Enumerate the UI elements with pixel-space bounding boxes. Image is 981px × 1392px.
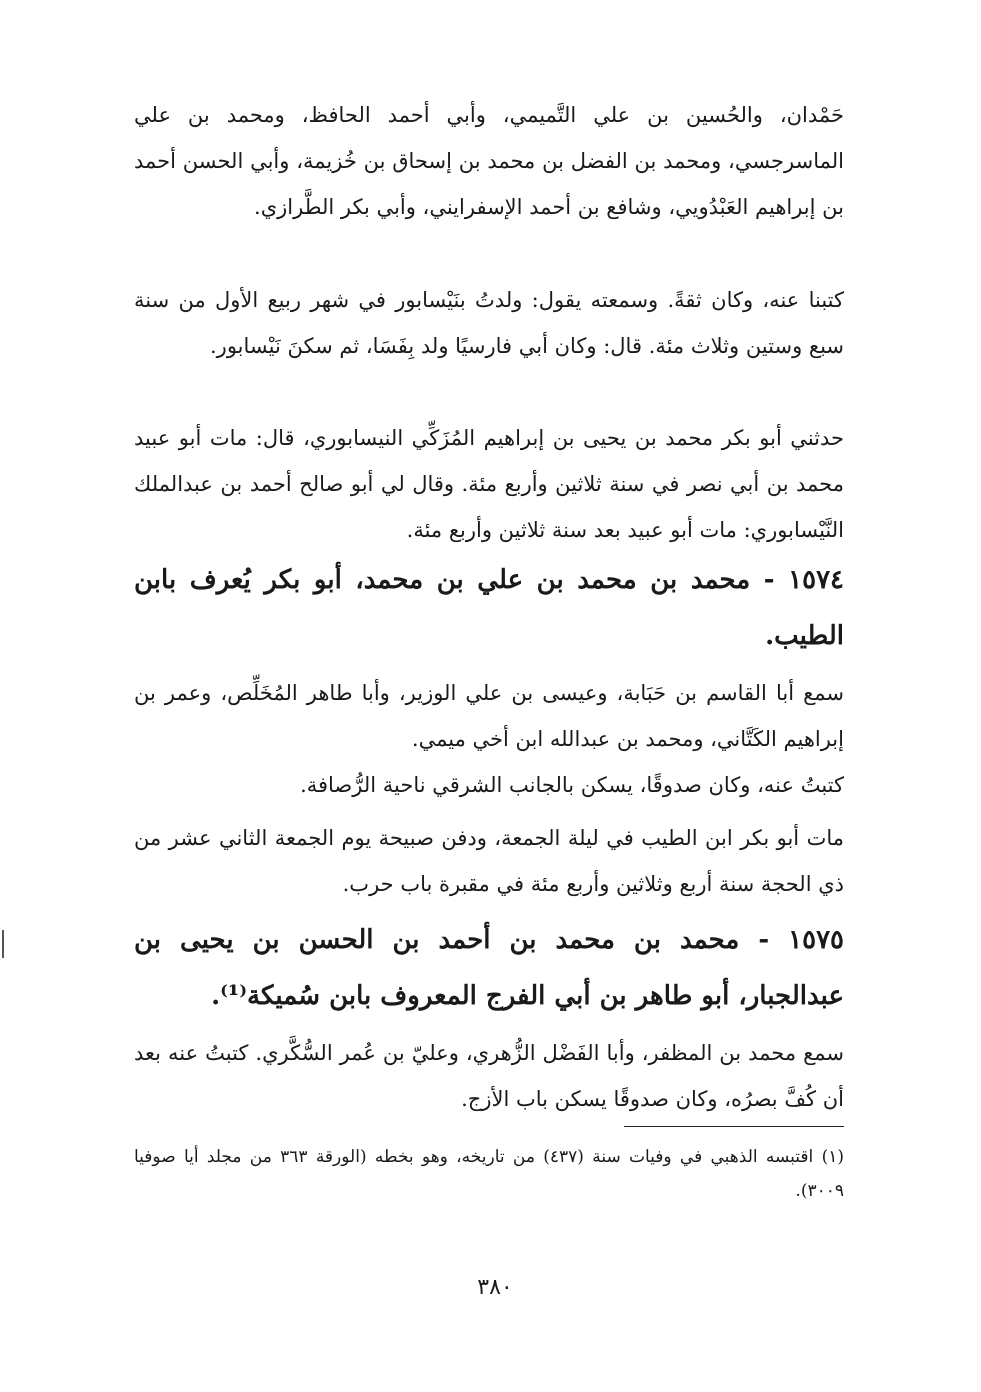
main-text-5: [134, 762, 844, 808]
main-text: [134, 92, 844, 230]
entry-1574: [134, 552, 844, 664]
paragraph-wrote-from: كتبتُ عنه، وكان صدوقًا، يسكن بالجانب الشرقي ناحية الرُّصافة.: [300, 773, 844, 797]
paragraph-death-report: حدثني أبو بكر محمد بن يحيى بن إبراهيم المُزَكِّي النيسابوري، قال: مات أبو عبيد محمد بن أبي نصر في سنة ثلاثين وأربع مئة. وقال لي أبو صالح أحمد بن عبدالملك النَّيْسابوري: مات أبو عبيد بعد سنة ثلاثين وأربع مئة.: [134, 426, 844, 542]
scan-margin-mark: [2, 930, 4, 958]
paragraph-birth-note: كتبنا عنه، وكان ثقةً. وسمعته يقول: ولدتُ بنَيْسابور في شهر ربيع الأول من سنة سبع وستين وثلاث مئة. قال: وكان أبي فارسيًا ولد بِفَسَا، ثم سكنَ نَيْسابور.: [134, 288, 844, 358]
main-text-3: [134, 415, 844, 553]
main-text-4: [134, 670, 844, 762]
main-text-2: [134, 277, 844, 369]
footnote-divider: [624, 1126, 844, 1127]
page-number: ٣٨٠: [477, 1275, 513, 1300]
entry-heading-1575: ١٥٧٥ - محمد بن محمد بن أحمد بن الحسن بن يحيى بن عبدالجبار، أبو طاهر بن أبي الفرج المعروف بابن سُميكة⁽¹⁾.: [134, 925, 844, 1011]
footnote-1: (١) اقتبسه الذهبي في وفيات سنة (٤٣٧) من تاريخه، وهو بخطه (الورقة ٣٦٣ من مجلد أيا صوفيا ٣٠٠٩).: [134, 1147, 844, 1201]
main-text-7: [134, 1030, 844, 1122]
paragraph-heard-and-wrote: سمع محمد بن المظفر، وأبا الفَضْل الزُّهري، وعليّ بن عُمر السُّكَّري. كتبتُ عنه بعد أن كُفَّ بصرُه، وكان صدوقًا يسكن باب الأزج.: [134, 1041, 844, 1111]
paragraph-heard-from: سمع أبا القاسم بن حَبَابة، وعيسى بن علي الوزير، وأبا طاهر المُخَلِّص، وعمر بن إبراهيم الكَتَّاني، ومحمد بن عبدالله ابن أخي ميمي.: [134, 681, 844, 751]
footnotes: [134, 1140, 844, 1208]
paragraph-death-burial: مات أبو بكر ابن الطيب في ليلة الجمعة، ودفن صبيحة يوم الجمعة الثاني عشر من ذي الحجة سنة أربع وثلاثين وأربع مئة في مقبرة باب حرب.: [134, 826, 844, 896]
main-text-6: [134, 815, 844, 907]
entry-heading-1574: ١٥٧٤ - محمد بن محمد بن علي بن محمد، أبو بكر يُعرف بابن الطيب.: [134, 565, 844, 651]
entry-1575: [134, 912, 844, 1024]
paragraph-teachers-list: حَمْدان، والحُسين بن علي التَّميمي، وأبي أحمد الحافظ، ومحمد بن علي الماسرجسي، ومحمد بن الفضل بن محمد بن إسحاق بن خُزيمة، وأبي الحسن أحمد بن إبراهيم العَبْدُويي، وشافع بن أحمد الإسفرايني، وأبي بكر الطَّرازي.: [134, 103, 844, 219]
